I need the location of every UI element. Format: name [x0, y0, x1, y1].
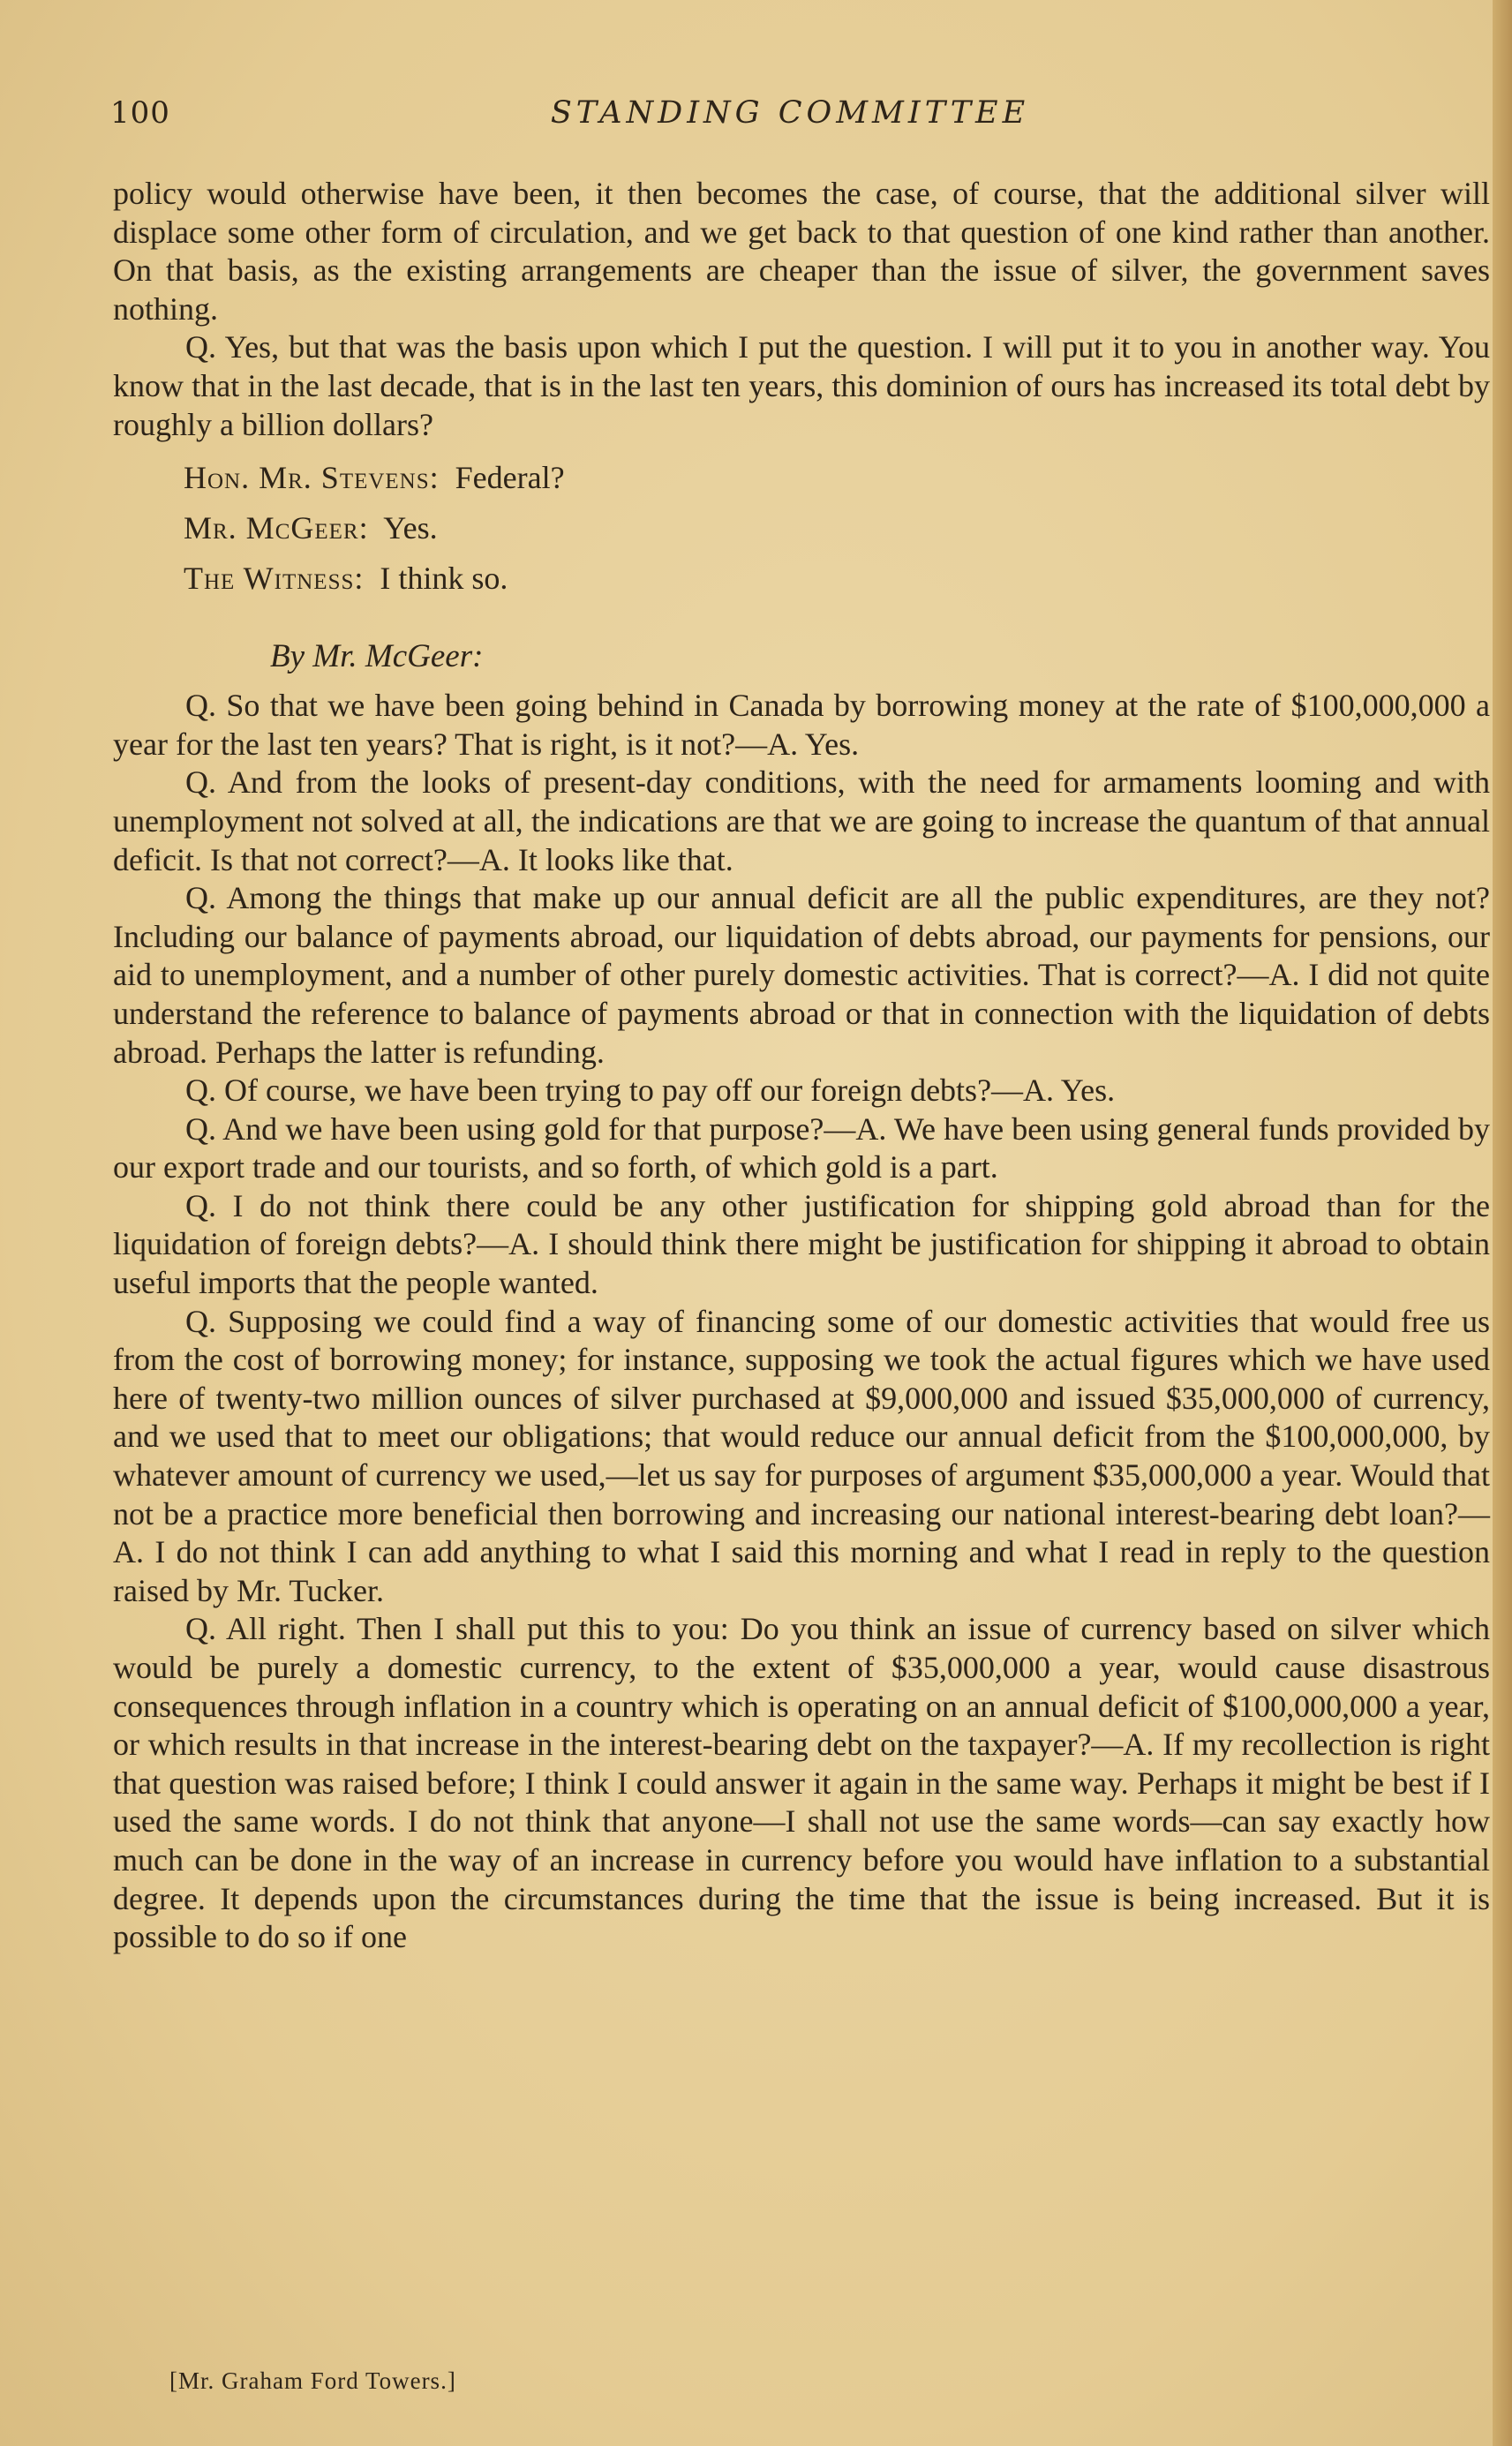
dialogue-line	[184, 510, 438, 546]
qa-paragraph: Q. I do not think there could be any other justification for shipping gold abroad than for the liquidation of foreign debts?—A. I should think there might be justification for shipping it abroad to obtain useful imports that the people wanted.	[113, 1187, 1490, 1301]
dialogue-text: Federal?	[455, 460, 565, 496]
qa-paragraph: Q. And we have been using gold for that purpose?—A. We have been using general funds provided by our export trade and our tourists, and so forth, of which gold is a part.	[113, 1110, 1490, 1185]
paragraph-continuation: policy would otherwise have been, it then becomes the case, of course, that the additional silver will displace some other form of circulation, and we get back to that question of one kind rather than another. On that basis, as the existing arrangements are cheaper than the issue of silver, the government saves nothing.	[113, 176, 1490, 327]
page-body	[113, 175, 1490, 1957]
page-number: 100	[110, 95, 170, 131]
page-header	[110, 95, 1470, 148]
page-edge	[1493, 0, 1512, 2446]
dialogue-line	[184, 561, 508, 596]
running-title: STANDING COMMITTEE	[550, 95, 1030, 131]
qa-paragraph: Q. All right. Then I shall put this to you: Do you think an issue of currency based on silver which would be purely a domestic currency, to the extent of $35,000,000 a year, would cause disastrous consequences through inflation in a country which is operating on an annual deficit of $100,000,000 a year, or which results in that increase in the interest-bearing debt on the taxpayer?—A. If my recollection is right that question was raised before; I think I could answer it again in the same way. Perhaps it might be best if I used the same words. I do not think that anyone—I shall not use the same words—can say exactly how much can be done in the way of an increase in currency before you would have inflation to a substantial degree. It depends upon the circumstances during the time that the issue is being increased. But it is possible to do so if one	[113, 1611, 1490, 1955]
speaker-name: Mr. McGeer:	[184, 510, 369, 546]
dialogue-block	[184, 453, 1490, 604]
witness-footer: [Mr. Graham Ford Towers.]	[169, 2367, 456, 2394]
qa-paragraph: Q. Supposing we could find a way of financing some of our domestic activities that would free us from the cost of borrowing money; for instance, supposing we took the actual figures which we have used here of twenty-two million ounces of silver purchased at $9,000,000 and issued $35,000,000 of currency, and we used that to meet our obligations; that would reduce our annual deficit from the $100,000,000, by whatever amount of currency we used,—let us say for purposes of argument $35,000,000 a year. Would that not be a practice more beneficial then borrowing and increasing our national interest-bearing debt loan?—A. I do not think I can add anything to what I said this morning and what I read in reply to the question raised by Mr. Tucker.	[113, 1303, 1490, 1608]
qa-paragraph: Q. Among the things that make up our annual deficit are all the public expenditures, are they not? Including our balance of payments abroad, our liquidation of debts abroad, our payments for pensions, our aid to unemployment, and a number of other purely domestic activities. That is correct?—A. I did not quite understand the reference to balance of payments abroad or that in connection with the liquidation of debts abroad. Perhaps the latter is refunding.	[113, 880, 1490, 1070]
question-paragraph: Q. Yes, but that was the basis upon which I put the question. I will put it to you in another way. You know that in the last decade, that is in the last ten years, this dominion of ours has increased its total debt by roughly a billion dollars?	[113, 329, 1490, 442]
qa-paragraph: Q. And from the looks of present-day conditions, with the need for armaments looming and with unemployment not solved at all, the indications are that we are going to increase the quantum of that annual deficit. Is that not correct?—A. It looks like that.	[113, 764, 1490, 877]
speaker-name: The Witness:	[184, 561, 365, 597]
qa-paragraph: Q. So that we have been going behind in Canada by borrowing money at the rate of $100,000,000 a year for the last ten years? That is right, is it not?—A. Yes.	[113, 688, 1490, 762]
dialogue-line	[184, 460, 565, 495]
dialogue-text: I think so.	[380, 561, 508, 597]
section-heading: By Mr. McGeer:	[270, 638, 484, 675]
speaker-name: Hon. Mr. Stevens:	[184, 460, 440, 496]
qa-paragraph: Q. Of course, we have been trying to pay off our foreign debts?—A. Yes.	[185, 1072, 1116, 1109]
dialogue-text: Yes.	[383, 510, 438, 546]
